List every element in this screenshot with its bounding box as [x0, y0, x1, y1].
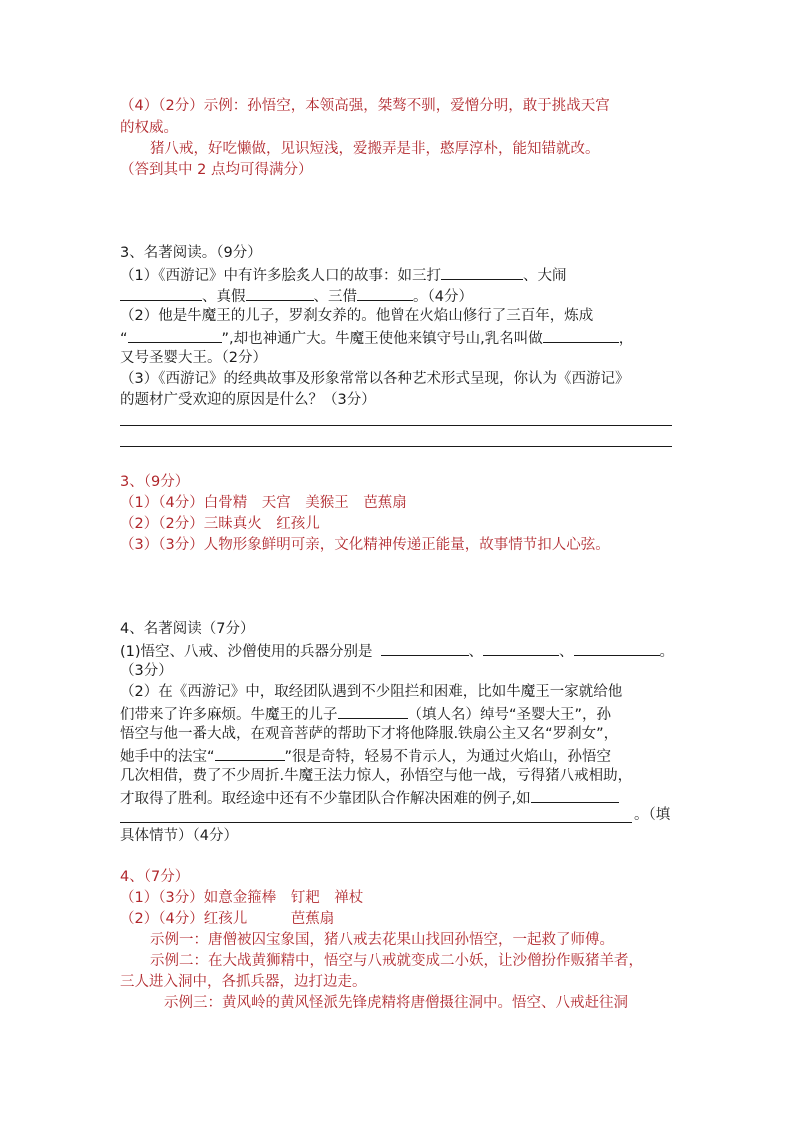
end-mark: 。: [659, 644, 675, 660]
answer-2-4-line1: （4）（2分）示例：孙悟空，本领高强，桀骜不驯，爱憎分明，敢于挑战天宫: [120, 98, 610, 114]
question-3-1-text-e: 。（4分）: [413, 289, 473, 305]
separator: 、: [559, 644, 574, 660]
answer-4-example-1: 示例一：唐僧被囚宝象国，猪八戒去花果山找回孙悟空，一起救了师傅。: [150, 932, 614, 948]
answer-4-example-3: 示例三：黄风岭的黄风怪派先锋虎精将唐僧摄往洞中。悟空、八戒赶往洞: [164, 995, 628, 1011]
answer-blank[interactable]: [531, 787, 619, 803]
question-3-2-text-c: ”,却也神通广大。牛魔王使他来镇守号山,乳名叫做: [221, 331, 543, 347]
answer-4-1: （1）（3分）如意金箍棒 钉耙 禅杖: [120, 890, 364, 906]
question-4-title: 4、名著阅读（7分）: [120, 621, 255, 637]
answer-3-1: （1）（4分）白骨精 天宫 美猴王 芭蕉扇: [120, 495, 407, 511]
question-3-2-text-d: ，: [618, 331, 634, 347]
question-4-1-text: (1)悟空、八戒、沙僧使用的兵器分别是: [120, 644, 373, 660]
answer-3-title: 3、（9分）: [120, 474, 190, 490]
question-3-2-line3: 又号圣婴大王。（2分）: [120, 350, 267, 366]
question-4-2-text-d: ”很是奇特，轻易不肯示人，为通过火焰山，孙悟空: [284, 749, 612, 765]
answer-blank[interactable]: [120, 285, 202, 301]
answer-line[interactable]: [120, 822, 632, 823]
question-3-3-line2: 的题材广受欢迎的原因是什么？（3分）: [120, 392, 376, 408]
question-3-1-text-a: （1）《西游记》中有许多脍炙人口的故事：如三打: [120, 268, 441, 284]
answer-blank[interactable]: [128, 327, 222, 343]
answer-4-example-2-line2: 三人进入洞中，各抓兵器，边打边走。: [120, 974, 367, 990]
question-4-2-line4: [120, 745, 611, 765]
answer-line[interactable]: [120, 446, 672, 447]
answer-4-title: 4、（7分）: [120, 869, 190, 885]
answer-blank[interactable]: [543, 327, 619, 343]
answer-2-4-line3: 猪八戒，好吃懒做，见识短浅，爱搬弄是非，憨厚淳朴，能知错就改。: [150, 141, 600, 157]
question-3-1-text-b: 、大闹: [522, 268, 567, 284]
question-4-2-line7: 。（填: [634, 807, 671, 823]
question-4-2-line2: [120, 703, 611, 723]
question-3-1-text-d: 、三借: [313, 289, 357, 305]
answer-blank[interactable]: [215, 745, 285, 761]
answer-blank[interactable]: [246, 285, 314, 301]
question-3-title: 3、名著阅读。（9分）: [120, 245, 262, 261]
question-4-2-line3: 悟空与他一番大战，在观音菩萨的帮助下才将他降服.铁扇公主又名“罗刹女”，: [120, 726, 619, 742]
question-4-2-line1: （2）在《西游记》中，取经团队遇到不少阻拦和困难，比如牛魔王一家就给他: [120, 684, 623, 700]
question-4-2-text-b: （填人名）绰号“圣婴大王”，孙: [407, 707, 612, 723]
question-3-1-line2: [120, 285, 473, 305]
answer-blank[interactable]: [381, 640, 469, 656]
answer-4-example-2-line1: 示例二：在大战黄狮精中，悟空与八戒就变成二小妖，让沙僧扮作贩猪羊者，: [150, 953, 643, 969]
answer-blank[interactable]: [574, 640, 660, 656]
question-4-2-line8: 具体情节）（4分）: [120, 828, 238, 844]
question-3-1-line1: [120, 264, 566, 284]
question-3-1-text-c: 、真假: [202, 289, 246, 305]
answer-3-3: （3）（3分）人物形象鲜明可亲，文化精神传递正能量，故事情节扣人心弦。: [120, 537, 610, 553]
answer-4-2: （2）（4分）红孩儿 芭蕉扇: [120, 911, 335, 927]
answer-line[interactable]: [120, 425, 672, 426]
question-3-2-line2: [120, 327, 633, 347]
question-3-2-text-b: “: [120, 331, 128, 347]
question-4-2-line5: 几次相借，费了不少周折.牛魔王法力惊人，孙悟空与他一战，亏得猪八戒相助，: [120, 768, 633, 784]
answer-2-4-line2: 的权威。: [120, 120, 178, 136]
question-4-1-line1: [120, 640, 674, 660]
question-4-2-text-c: 她手中的法宝“: [120, 749, 215, 765]
question-4-2-line6: [120, 787, 619, 807]
answer-blank[interactable]: [483, 640, 559, 656]
question-4-2-text-a: 们带来了许多麻烦。牛魔王的儿子: [120, 707, 338, 723]
answer-3-2: （2）（2分）三昧真火 红孩儿: [120, 516, 320, 532]
question-3-2-line1: （2）他是牛魔王的儿子，罗刹女养的。他曾在火焰山修行了三百年，炼成: [120, 308, 594, 324]
question-4-1-score: （3分）: [120, 663, 173, 679]
answer-blank[interactable]: [357, 285, 413, 301]
separator: 、: [468, 644, 484, 660]
question-3-3-line1: （3）《西游记》的经典故事及形象常常以各种艺术形式呈现，你认为《西游记》: [120, 371, 630, 387]
answer-2-4-line4: （答到其中 2 点均可得满分）: [120, 162, 313, 178]
answer-blank[interactable]: [338, 703, 408, 719]
answer-blank[interactable]: [441, 264, 523, 280]
question-4-2-text-e: 才取得了胜利。取经途中还有不少靠团队合作解决困难的例子,如: [120, 791, 531, 807]
